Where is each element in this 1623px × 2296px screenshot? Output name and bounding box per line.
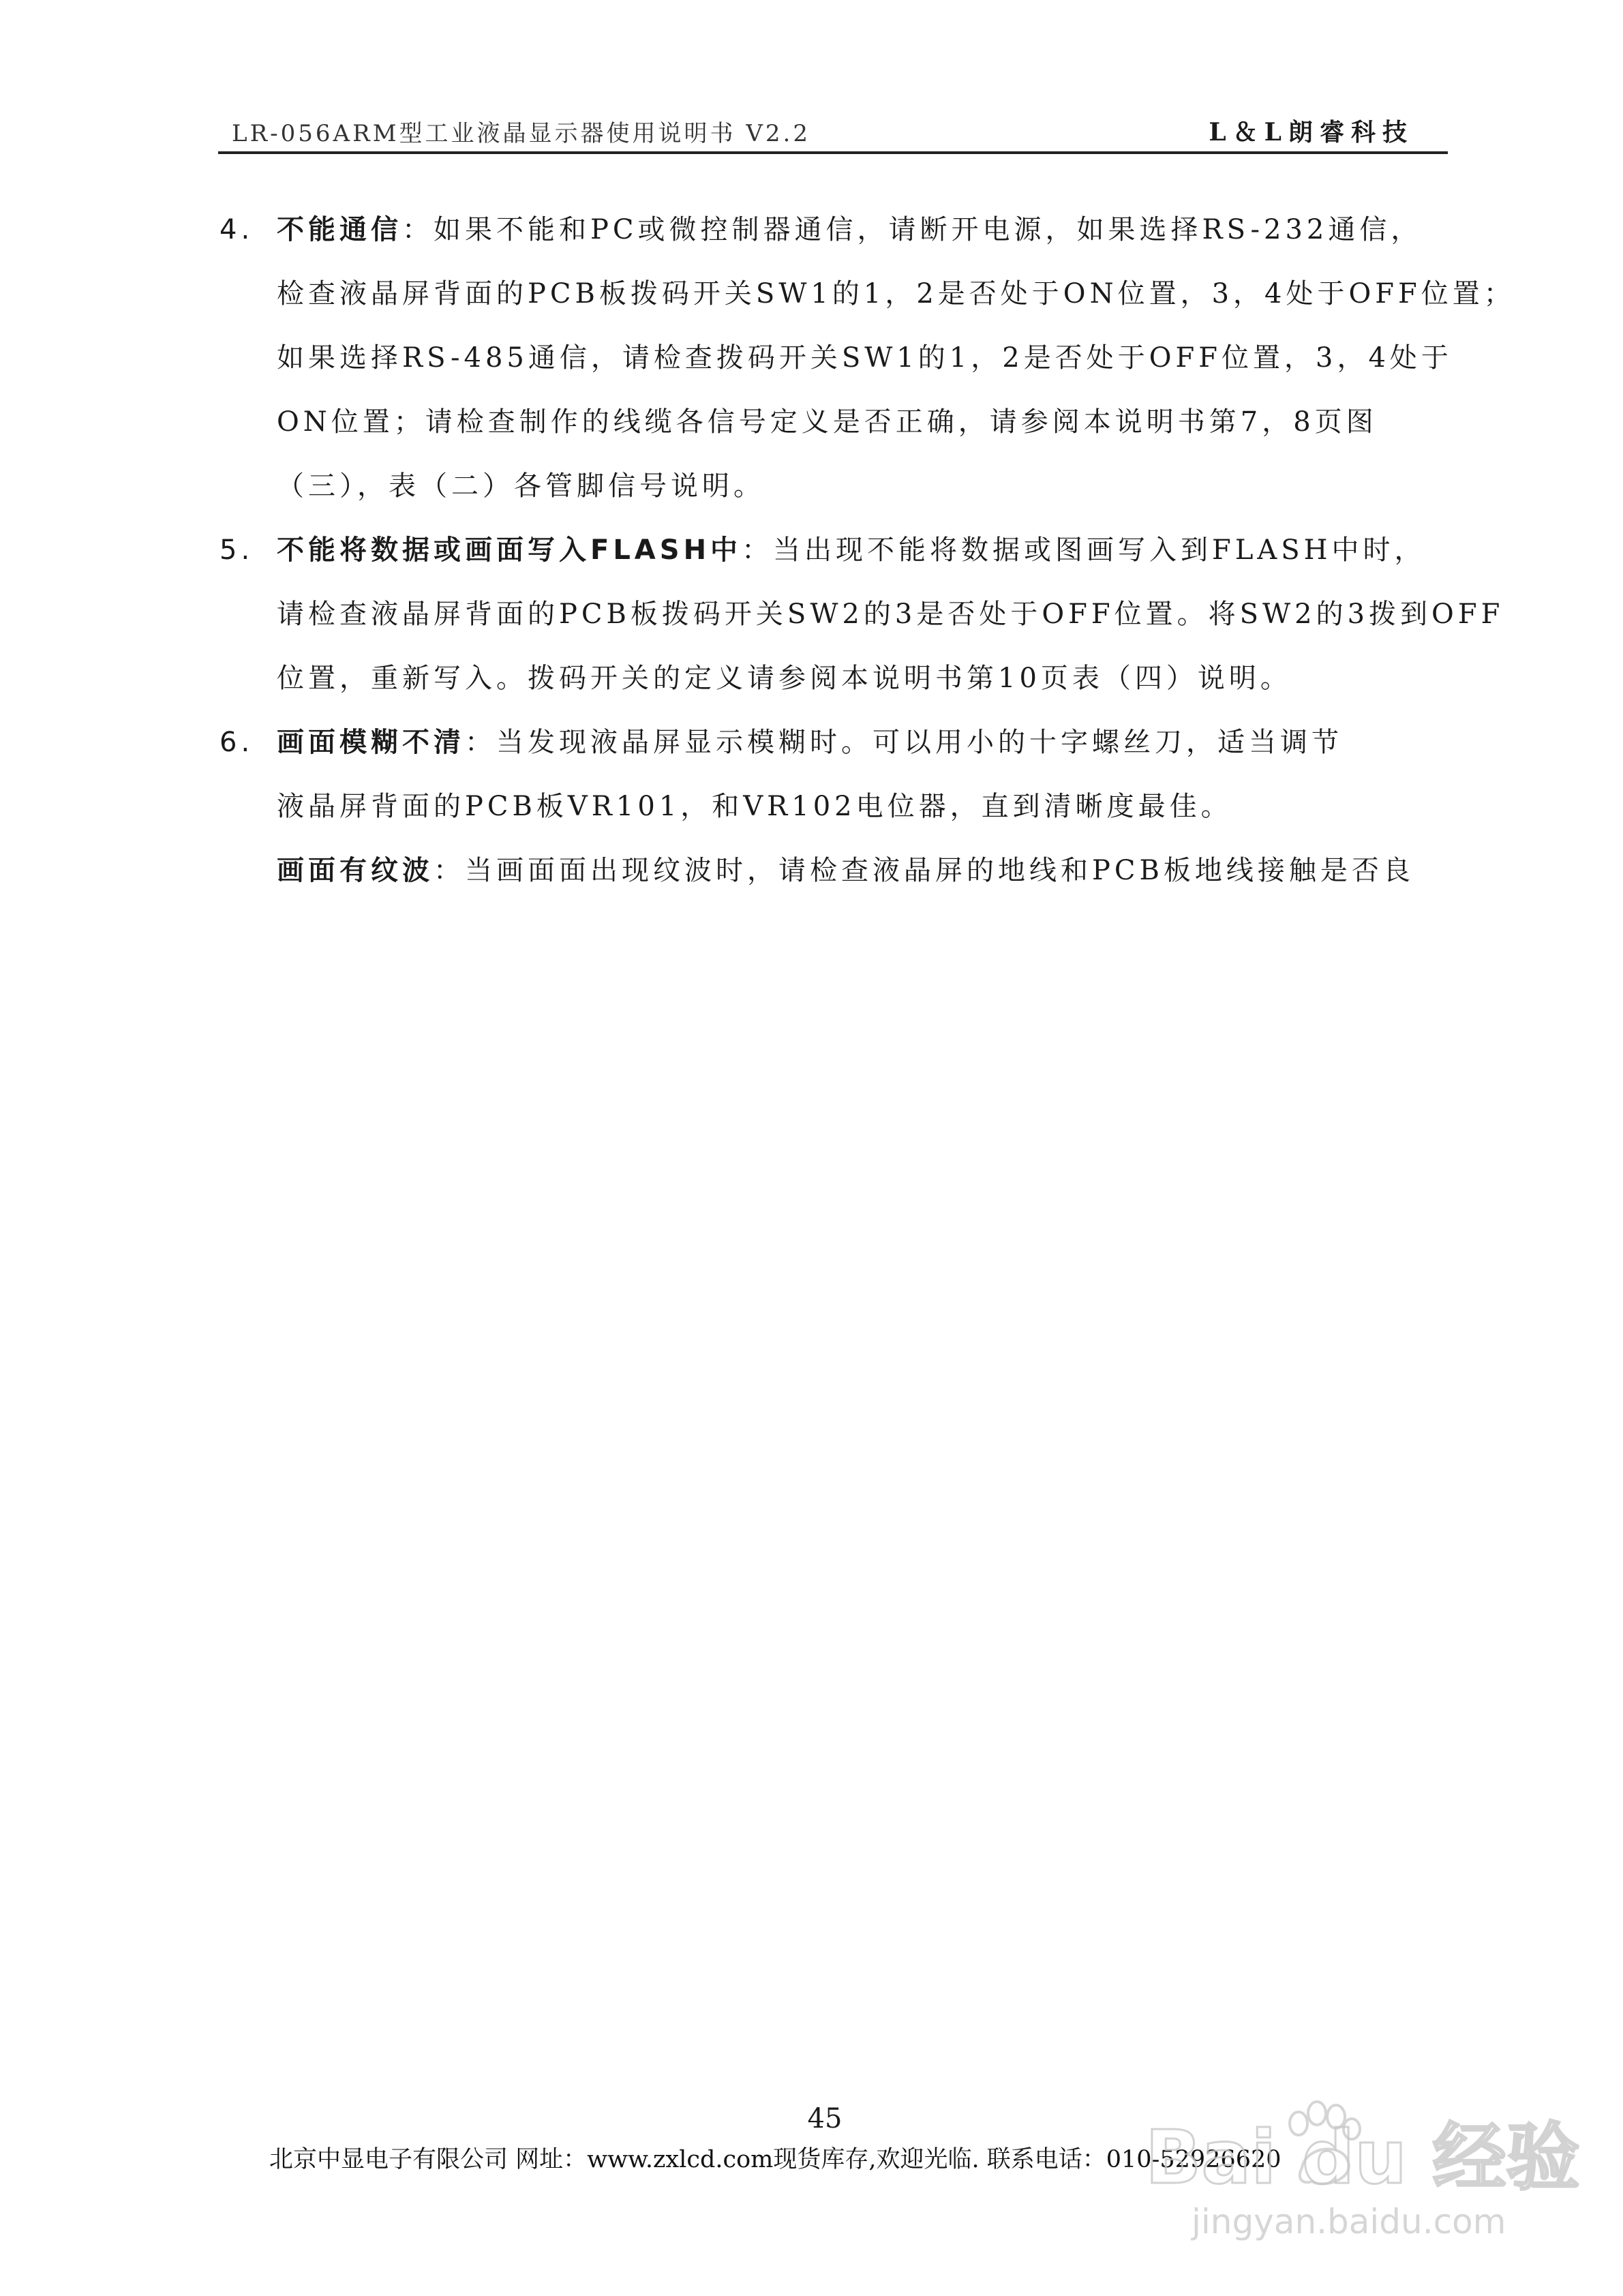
document-title: LR-056ARM型工业液晶显示器使用说明书 V2.2 — [232, 120, 810, 147]
page-header — [218, 109, 1448, 154]
item-line: （三），表（二）各管脚信号说明。 — [277, 470, 765, 502]
page-number: 45 — [807, 2103, 843, 2134]
paragraph-keyword: 画面有纹波 — [277, 855, 434, 886]
item-line: 位置，重新写入。拨码开关的定义请参阅本说明书第10页表（四）说明。 — [277, 663, 1292, 694]
item-text: ：当出现不能将数据或图画写入到FLASH中时， — [742, 534, 1426, 566]
paragraph — [218, 839, 1466, 903]
paragraph-line — [277, 839, 1466, 903]
company-name: L＆L朗睿科技 — [1209, 118, 1414, 147]
watermark-brand: Bai du 经验 — [1145, 2115, 1580, 2201]
baidu-watermark-logo — [1118, 2059, 1580, 2263]
item-text: ：如果不能和PC或微控制器通信，请断开电源，如果选择RS-232通信， — [402, 214, 1423, 245]
item-number: 6. — [219, 727, 254, 758]
item-keyword: 不能通信 — [277, 214, 402, 245]
list-item — [218, 518, 1504, 710]
item-keyword: 不能将数据或画面写入FLASH中 — [277, 534, 742, 566]
item-number: 4. — [219, 214, 254, 245]
item-line: ON位置；请检查制作的线缆各信号定义是否正确，请参阅本说明书第7，8页图 — [277, 406, 1378, 438]
item-line — [277, 198, 1466, 262]
item-text: ：当发现液晶屏显示模糊时。可以用小的十字螺丝刀，适当调节 — [465, 727, 1343, 758]
page-footer: 北京中显电子有限公司 网址：www.zxlcd.com现货库存,欢迎光临. 联系电话：010-52926620 — [269, 2146, 1281, 2173]
item-number: 5. — [219, 534, 254, 566]
document-body — [218, 198, 1515, 903]
item-keyword: 画面模糊不清 — [277, 727, 465, 758]
item-line: 检查液晶屏背面的PCB板拨码开关SW1的1，2是否处于ON位置，3，4处于OFF位置； — [277, 278, 1515, 309]
item-line: 液晶屏背面的PCB板VR101，和VR102电位器，直到清晰度最佳。 — [277, 791, 1232, 822]
item-line: 请检查液晶屏背面的PCB板拨码开关SW2的3是否处于OFF位置。将SW2的3拨到OFF — [277, 599, 1504, 630]
paragraph-text: ：当画面面出现纹波时，请检查液晶屏的地线和PCB板地线接触是否良 — [434, 855, 1414, 886]
list-item — [218, 710, 1466, 839]
item-line: 如果选择RS-485通信，请检查拨码开关SW1的1，2是否处于OFF位置，3，4处于 — [277, 342, 1453, 374]
item-line — [277, 518, 1466, 582]
item-line — [277, 710, 1466, 774]
list-item — [218, 198, 1515, 518]
watermark-url: jingyan.baidu.com — [1192, 2202, 1506, 2241]
